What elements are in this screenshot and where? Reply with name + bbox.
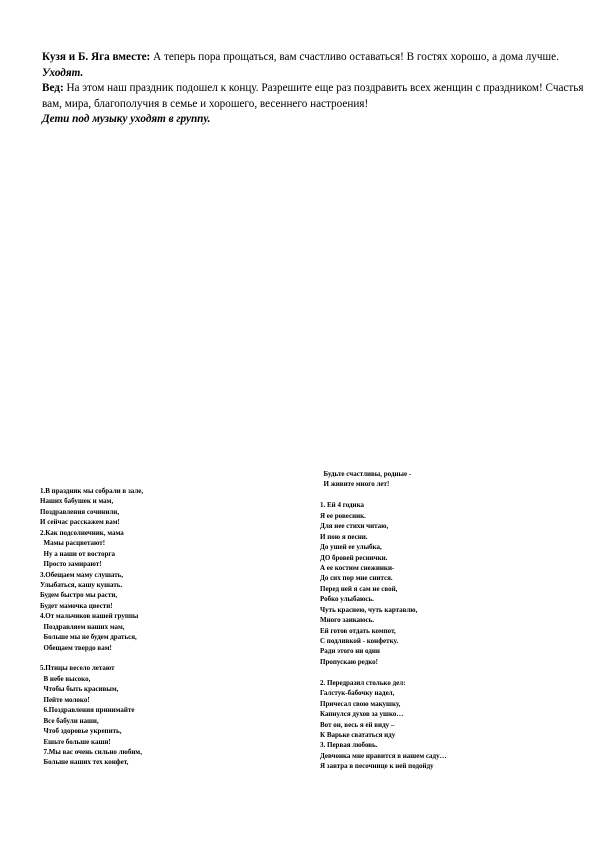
poem-line: 6.Поздравления принимайте	[40, 706, 135, 715]
poem-line: Я ее ровесник.	[320, 511, 366, 520]
poem-line: Девчонка мне нравится в нашем саду…	[320, 751, 447, 760]
poem-line: 7.Мы вас очень сильно любим,	[40, 747, 142, 756]
poem-line: 3.Обещаем маму слушать,	[40, 570, 124, 579]
poem-line: Будем быстро мы расти,	[40, 591, 118, 600]
poem-column-left	[40, 486, 143, 768]
stage-direction-exit: Уходят.	[42, 66, 84, 79]
poem-line: 5.Птицы весело летают	[40, 664, 115, 673]
poem-line: Чуть краснею, чуть картавлю,	[320, 605, 418, 614]
farewell-text: А теперь пора прощаться, вам счастливо оставаться! В гостях хорошо, а дома лучше.	[150, 51, 559, 63]
poem-line: 1.В праздник мы собрали в зале,	[40, 487, 144, 495]
poem-line: ДО бровей реснички.	[320, 553, 388, 562]
poem-line: Пропускаю редко!	[320, 657, 379, 666]
poem-line: Я завтра в песочнице к ней подойду	[320, 762, 434, 771]
poem-line: Капнулся духов за ушко…	[320, 710, 404, 719]
poem-line: И живите много лет!	[320, 480, 390, 489]
poem-line: Пейте молоко!	[40, 695, 90, 704]
poem-line: Будьте счастливы, родные -	[320, 470, 412, 478]
poem-line: Ну а наши от восторга	[40, 549, 116, 558]
poem-column-right	[320, 469, 447, 772]
poem-line: Причесал свою макушку,	[320, 699, 401, 708]
poem-line	[40, 653, 143, 663]
stage-direction-children-exit: Дети под музыку уходят в группу.	[42, 113, 211, 126]
poem-line: 2.Как подсолнечник, мама	[40, 528, 124, 537]
poem-line: И сейчас расскажем вам!	[40, 518, 120, 527]
poem-line: Много заикаюсь.	[320, 616, 375, 625]
poem-line: И пою я песни.	[320, 532, 368, 541]
document-text-block	[42, 50, 587, 128]
poem-line: Чтоб здоровье укрепить,	[40, 727, 122, 736]
speaker-host: Вед:	[42, 82, 64, 95]
speaker-kuzya-yaga: Кузя и Б. Яга вместе:	[42, 51, 151, 63]
paragraph-host	[42, 81, 587, 112]
poem-line: Для нее стихи читаю,	[320, 522, 389, 531]
poem-line: Улыбаться, кашу кушать.	[40, 580, 123, 589]
poem-line	[320, 490, 447, 500]
poem-line: Вот он, весь я ей виду –	[320, 720, 395, 729]
poem-line: Больше мы не будем драться,	[40, 633, 137, 642]
poem-line: Больше наших тех конфет,	[40, 758, 129, 767]
poem-line: Перед ней я сам не свой,	[320, 584, 398, 593]
poem-line: Поздравления сочинили,	[40, 507, 120, 516]
poem-line: До ушей ее улыбка,	[320, 543, 382, 552]
poem-line: Робко улыбаюсь.	[320, 595, 374, 604]
poem-line: Обещаем твердо вам!	[40, 643, 112, 652]
poem-line: 3. Первая любовь.	[320, 741, 378, 750]
poem-line: Ей готов отдать компот,	[320, 626, 396, 635]
poem-line: А ее костюм снежинки-	[320, 563, 395, 572]
poem-line: Поздравляем наших мам,	[40, 622, 125, 631]
poem-line: Все бабули наши,	[40, 716, 99, 725]
poem-line: Мамы расцветают!	[40, 539, 106, 548]
host-text: На этом наш праздник подошел к концу. Разрешите еще раз поздравить всех женщин с праздником! Счастья вам, мира, благополучия в семье и хорошего, весеннего настроения!	[42, 82, 584, 110]
poem-line: Ради этого ни один	[320, 647, 380, 656]
paragraph-farewell	[42, 50, 587, 66]
poem-line: 1. Ей 4 годика	[320, 501, 365, 510]
poem-line: До сих пор мне снится.	[320, 574, 393, 583]
poem-line: 4.От мальчиков нашей группы	[40, 612, 139, 621]
poem-line	[320, 667, 447, 677]
poem-line: Будет мамочка цвести!	[40, 601, 113, 610]
poem-line: Галстук-бабочку надел,	[320, 689, 395, 698]
poem-line: 2. Передразил столько дел:	[320, 678, 406, 687]
poem-line: Ешьте больше каши!	[40, 737, 111, 746]
poem-line: Чтобы быть красивым,	[40, 685, 119, 694]
poem-line: С подливкой - конфетку.	[320, 637, 399, 645]
poem-line: К Варьке свататься иду	[320, 730, 396, 739]
poem-line: Наших бабушек и мам,	[40, 497, 114, 506]
poem-line: В небе высоко,	[40, 674, 91, 683]
poem-line: Просто замирают!	[40, 560, 102, 569]
